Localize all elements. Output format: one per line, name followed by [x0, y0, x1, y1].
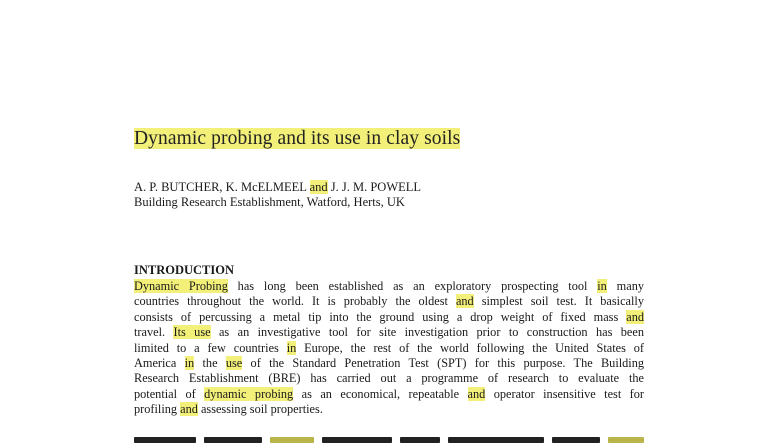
- paper-title-text: Dynamic probing and its use in clay soils: [134, 128, 461, 149]
- body-text: Europe, the rest of the world following the United States of: [296, 340, 644, 355]
- body-text: operator insensitive test for: [485, 386, 645, 401]
- body-text: Research Establishment (BRE) has carried out a programme of research to evaluate the: [134, 371, 644, 386]
- body-line: [134, 325, 644, 340]
- cut-off-next-paragraph: [134, 434, 644, 444]
- body-line: [134, 294, 644, 309]
- highlighted-text: and: [626, 309, 644, 324]
- body-line: [134, 402, 644, 417]
- body-line: [134, 356, 644, 371]
- introduction-body: [134, 279, 644, 418]
- highlighted-text: Dynamic Probing: [134, 279, 228, 293]
- body-text: the: [194, 355, 226, 370]
- body-text: countries throughout the world. It is probably the oldest: [134, 294, 456, 309]
- authors-and: and: [309, 180, 328, 194]
- highlighted-text: in: [597, 279, 607, 293]
- highlighted-text: in: [286, 340, 297, 355]
- highlighted-text: use: [225, 355, 243, 370]
- body-text: as an investigative tool for site investigation prior to construction has been: [210, 325, 644, 340]
- body-line: [134, 279, 644, 294]
- body-text: assessing soil properties.: [197, 402, 323, 417]
- highlighted-text: in: [184, 355, 195, 370]
- highlighted-text: and: [455, 294, 474, 309]
- authors-part-2: J. J. M. POWELL: [327, 180, 422, 194]
- body-text: travel.: [134, 325, 174, 340]
- body-text: profiling: [134, 402, 181, 417]
- section-heading-introduction: INTRODUCTION: [134, 263, 235, 277]
- author-list: [134, 180, 421, 195]
- highlighted-text: and: [180, 402, 198, 417]
- body-text: America: [134, 355, 185, 370]
- body-text: potential of: [134, 386, 205, 401]
- body-line: [134, 310, 644, 325]
- body-text: has long been established as an exploratory prospecting tool: [227, 279, 598, 293]
- body-text: as an economical, repeatable: [293, 386, 468, 401]
- body-line: [134, 371, 644, 386]
- body-text: of the Standard Penetration Test (SPT) for this purpose. The Building: [242, 355, 645, 370]
- body-line: [134, 341, 644, 356]
- highlighted-text: and: [467, 386, 486, 401]
- body-text: consists of percussing a metal tip into the ground using a drop weight of fixed mass: [134, 309, 627, 324]
- highlighted-text: Its use: [173, 325, 211, 340]
- highlighted-text: dynamic probing: [204, 386, 294, 401]
- body-text: simplest soil test. It basically: [473, 294, 644, 309]
- paper-title: [134, 128, 460, 150]
- body-line: [134, 387, 644, 402]
- authors-part-1: A. P. BUTCHER, K. McELMEEL: [134, 180, 310, 194]
- body-text: many: [606, 279, 644, 293]
- body-text: limited to a few countries: [134, 340, 287, 355]
- affiliation: Building Research Establishment, Watford, Herts, UK: [134, 195, 405, 209]
